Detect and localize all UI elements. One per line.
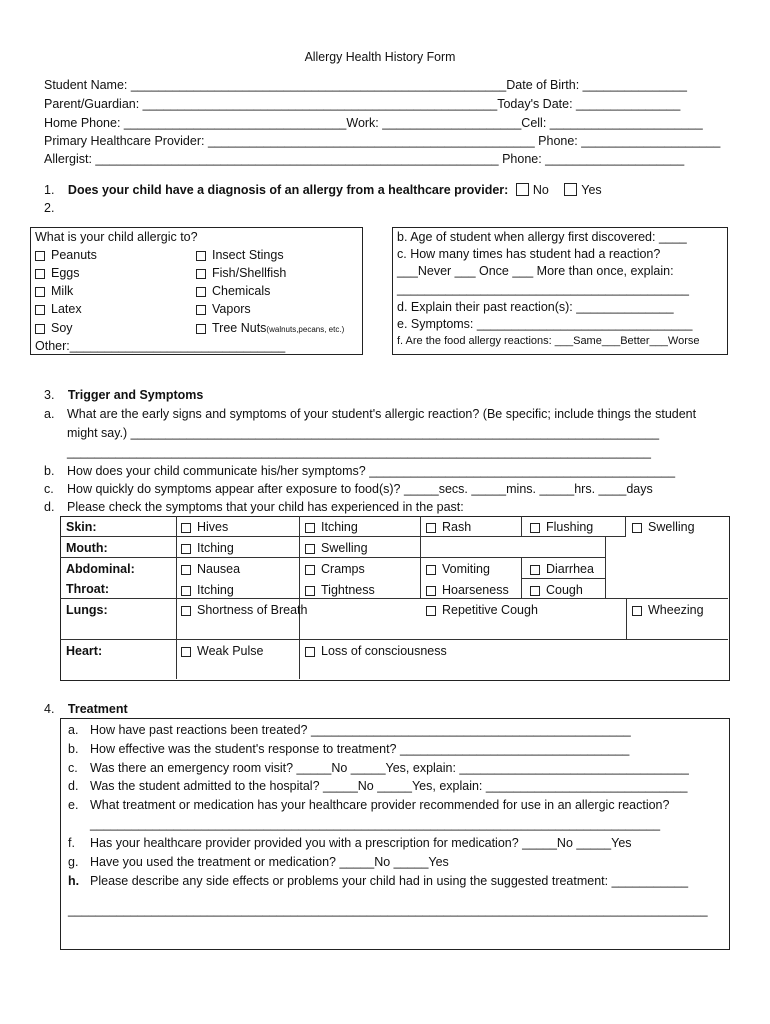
- allergist-line[interactable]: Allergist: __________________________________________________________ Phone: ____________________: [44, 152, 685, 166]
- allergen-label: Milk: [51, 284, 74, 298]
- col-line: [605, 537, 606, 598]
- lungs-repetitive-cough[interactable]: [426, 604, 538, 617]
- checkbox[interactable]: [196, 287, 206, 297]
- checkbox[interactable]: [426, 606, 436, 616]
- row-line: [60, 639, 728, 640]
- allergen-label: Soy: [51, 321, 73, 335]
- allergen-eggs[interactable]: [35, 267, 80, 280]
- abdominal-diarrhea[interactable]: [530, 563, 594, 576]
- skin-swelling[interactable]: [632, 521, 695, 534]
- allergen-tree-nuts[interactable]: [196, 322, 344, 335]
- q1-no-checkbox[interactable]: [516, 183, 529, 196]
- throat-hoarseness[interactable]: [426, 584, 509, 597]
- checkbox[interactable]: [196, 324, 206, 334]
- q3-a-label: a.: [44, 407, 55, 421]
- q3-number: 3.: [44, 388, 55, 402]
- symptom-label: Weak Pulse: [197, 644, 264, 658]
- allergen-chemicals[interactable]: [196, 285, 270, 298]
- checkbox[interactable]: [181, 647, 191, 657]
- symptom-label: Flushing: [546, 520, 594, 534]
- symptom-label: Diarrhea: [546, 562, 594, 576]
- checkbox[interactable]: [632, 606, 642, 616]
- q4-g-text[interactable]: Have you used the treatment or medication? _____No _____Yes: [90, 855, 449, 869]
- symptom-label: Loss of consciousness: [321, 644, 447, 658]
- q3-d-label: d.: [44, 500, 55, 514]
- q4-a-label: a.: [68, 723, 79, 737]
- symptom-label: Repetitive Cough: [442, 603, 538, 617]
- q4-b-text[interactable]: How effective was the student's response to treatment? _________________________________: [90, 742, 630, 756]
- history-c: c. How many times has student had a reaction?: [397, 247, 661, 261]
- checkbox[interactable]: [35, 324, 45, 334]
- allergen-label: Latex: [51, 302, 82, 316]
- q4-d-text[interactable]: Was the student admitted to the hospital? _____No _____Yes, explain: _____________________________: [90, 779, 688, 793]
- symptom-label: Hoarseness: [442, 583, 509, 597]
- q1-no-label: No: [532, 183, 549, 197]
- checkbox[interactable]: [181, 544, 191, 554]
- phone-line[interactable]: Home Phone: ________________________________Work: ____________________Cell: ______________________: [44, 116, 703, 130]
- checkbox[interactable]: [35, 287, 45, 297]
- skin-flushing[interactable]: [530, 521, 593, 534]
- col-line: [420, 557, 421, 598]
- throat-itching[interactable]: [181, 584, 234, 597]
- checkbox[interactable]: [196, 251, 206, 261]
- allergen-milk[interactable]: [35, 285, 73, 298]
- checkbox[interactable]: [530, 523, 540, 533]
- allergen-insect-stings[interactable]: [196, 249, 284, 262]
- allergen-label: Peanuts: [51, 248, 97, 262]
- heart-loss-of-consciousness[interactable]: [305, 645, 447, 658]
- history-d[interactable]: d. Explain their past reaction(s): ______________: [397, 300, 674, 314]
- q4-f-label: f.: [68, 836, 75, 850]
- symptom-label: Swelling: [321, 541, 368, 555]
- q3-d-text: Please check the symptoms that your child has experienced in the past:: [67, 500, 464, 514]
- checkbox[interactable]: [305, 586, 315, 596]
- mouth-label: Mouth:: [66, 541, 108, 555]
- history-e[interactable]: e. Symptoms: _______________________________: [397, 317, 693, 331]
- heart-label: Heart:: [66, 644, 103, 658]
- student-name-line[interactable]: Student Name: ______________________________________________________Date of Birth: _______________: [44, 78, 687, 92]
- q4-e-line[interactable]: __________________________________________________________________________________: [90, 817, 661, 831]
- tree-nuts-note: (walnuts,pecans, etc.): [266, 325, 345, 334]
- q4-h-label: h.: [68, 874, 80, 888]
- symptom-label: Cough: [546, 583, 583, 597]
- row-line: [60, 557, 606, 558]
- throat-label: Throat:: [66, 582, 110, 596]
- q1-number: 1.: [44, 183, 55, 197]
- symptom-label: Itching: [197, 583, 234, 597]
- allergen-label: Insect Stings: [212, 248, 284, 262]
- q1-yes-checkbox[interactable]: [564, 183, 577, 196]
- form-title: Allergy Health History Form: [304, 50, 456, 64]
- q4-h-text[interactable]: Please describe any side effects or problems your child had in using the suggested treatment: ___________: [90, 874, 689, 888]
- q4-a-text[interactable]: How have past reactions been treated? ______________________________________________: [90, 723, 631, 737]
- allergen-peanuts[interactable]: [35, 249, 97, 262]
- throat-tightness[interactable]: [305, 584, 375, 597]
- checkbox[interactable]: [181, 523, 191, 533]
- history-b[interactable]: b. Age of student when allergy first discovered: ____: [397, 230, 687, 244]
- allergen-heading: What is your child allergic to?: [35, 230, 198, 244]
- col-line: [299, 639, 300, 679]
- mouth-itching[interactable]: [181, 542, 234, 555]
- history-f[interactable]: f. Are the food allergy reactions: ___Same___Better___Worse: [397, 335, 700, 347]
- symptom-label: Tightness: [321, 583, 375, 597]
- q4-title: Treatment: [67, 702, 128, 716]
- symptom-label: Itching: [197, 541, 234, 555]
- q3-b-label: b.: [44, 464, 55, 478]
- symptom-label: Hives: [197, 520, 229, 534]
- checkbox[interactable]: [196, 305, 206, 315]
- symptom-label: Nausea: [197, 562, 241, 576]
- checkbox[interactable]: [35, 251, 45, 261]
- allergen-soy[interactable]: [35, 322, 73, 335]
- q3-a-line2[interactable]: ____________________________________________________________________________________: [67, 445, 651, 459]
- checkbox[interactable]: [632, 523, 642, 533]
- checkbox[interactable]: [181, 586, 191, 596]
- symptom-label: Cramps: [321, 562, 365, 576]
- checkbox[interactable]: [181, 606, 191, 616]
- checkbox[interactable]: [426, 565, 436, 575]
- allergen-other-field[interactable]: Other:_______________________________: [35, 339, 286, 353]
- healthcare-provider-line[interactable]: Primary Healthcare Provider: _______________________________________________ Phone: ____________________: [44, 134, 721, 148]
- q4-d-label: d.: [68, 779, 79, 793]
- allergen-latex[interactable]: [35, 303, 82, 316]
- symptom-label: Vomiting: [442, 562, 490, 576]
- skin-rash[interactable]: [426, 521, 471, 534]
- checkbox[interactable]: [305, 565, 315, 575]
- checkbox[interactable]: [530, 565, 540, 575]
- question-4: [44, 703, 128, 716]
- lungs-wheezing[interactable]: [632, 604, 704, 617]
- q4-c-text[interactable]: Was there an emergency room visit? _____No _____Yes, explain: _________________________________: [90, 761, 689, 775]
- allergen-label: Eggs: [51, 266, 80, 280]
- lungs-label: Lungs:: [66, 603, 108, 617]
- allergen-label: Tree Nuts: [212, 321, 267, 335]
- checkbox[interactable]: [530, 586, 540, 596]
- allergen-fish-shellfish[interactable]: [196, 267, 286, 280]
- q3-b-text[interactable]: How does your child communicate his/her symptoms? ____________________________________________: [67, 464, 676, 478]
- q4-final-line[interactable]: ____________________________________________________________________________________________: [68, 903, 708, 917]
- q4-g-label: g.: [68, 855, 79, 869]
- symptom-label: Swelling: [648, 520, 695, 534]
- symptom-label: Itching: [321, 520, 358, 534]
- allergen-label: Chemicals: [212, 284, 271, 298]
- abdominal-label: Abdominal:: [66, 562, 135, 576]
- skin-hives[interactable]: [181, 521, 228, 534]
- symptom-label: Wheezing: [648, 603, 704, 617]
- q3-title: Trigger and Symptoms: [67, 388, 204, 402]
- row-line: [60, 536, 421, 537]
- skin-label: Skin:: [66, 520, 97, 534]
- q3-a-text: What are the early signs and symptoms of your student's allergic reaction? (Be specific; include things the student: [67, 407, 697, 421]
- q4-number: 4.: [44, 702, 55, 716]
- col-line: [626, 598, 627, 639]
- row-line: [521, 578, 606, 579]
- heart-weak-pulse[interactable]: [181, 645, 263, 658]
- abdominal-nausea[interactable]: [181, 563, 240, 576]
- allergen-label: Fish/Shellfish: [212, 266, 287, 280]
- symptom-label: Shortness of Breath: [197, 603, 308, 617]
- q3-c-text[interactable]: How quickly do symptoms appear after exposure to food(s)? _____secs. _____mins. _____hrs. ____days: [67, 482, 653, 496]
- question-1: [44, 183, 602, 197]
- q1-yes-label: Yes: [581, 183, 602, 197]
- skin-itching[interactable]: [305, 521, 358, 534]
- row-line: [60, 598, 728, 599]
- question-3: [44, 389, 203, 402]
- allergen-label: Vapors: [212, 302, 251, 316]
- q1-text: Does your child have a diagnosis of an allergy from a healthcare provider:: [67, 183, 509, 197]
- table-column: [176, 516, 300, 640]
- parent-guardian-line[interactable]: Parent/Guardian: ___________________________________________________Today's Date: _______________: [44, 97, 681, 111]
- symptom-label: Rash: [442, 520, 472, 534]
- q3-c-label: c.: [44, 482, 54, 496]
- history-c2[interactable]: ___Never ___ Once ___ More than once, explain:: [397, 264, 674, 278]
- abdominal-vomiting[interactable]: [426, 563, 490, 576]
- checkbox[interactable]: [35, 305, 45, 315]
- q4-e-text: What treatment or medication has your healthcare provider recommended for use in an allergic reaction?: [90, 798, 670, 812]
- checkbox[interactable]: [35, 269, 45, 279]
- q3-a-line[interactable]: might say.) ____________________________________________________________________________: [67, 426, 660, 440]
- q4-f-text[interactable]: Has your healthcare provider provided you with a prescription for medication? _____No _____Yes: [90, 836, 632, 850]
- q4-e-label: e.: [68, 798, 79, 812]
- mouth-swelling[interactable]: [305, 542, 368, 555]
- checkbox[interactable]: [181, 565, 191, 575]
- history-c3[interactable]: __________________________________________: [397, 282, 689, 296]
- lungs-shortness-of-breath[interactable]: [181, 604, 307, 617]
- throat-cough[interactable]: [530, 584, 583, 597]
- checkbox[interactable]: [305, 647, 315, 657]
- question-2: [44, 202, 64, 215]
- allergen-vapors[interactable]: [196, 303, 251, 316]
- checkbox[interactable]: [305, 544, 315, 554]
- checkbox[interactable]: [196, 269, 206, 279]
- checkbox[interactable]: [305, 523, 315, 533]
- checkbox[interactable]: [426, 586, 436, 596]
- q4-c-label: c.: [68, 761, 78, 775]
- abdominal-cramps[interactable]: [305, 563, 365, 576]
- checkbox[interactable]: [426, 523, 436, 533]
- q2-number: 2.: [44, 201, 55, 215]
- q4-b-label: b.: [68, 742, 79, 756]
